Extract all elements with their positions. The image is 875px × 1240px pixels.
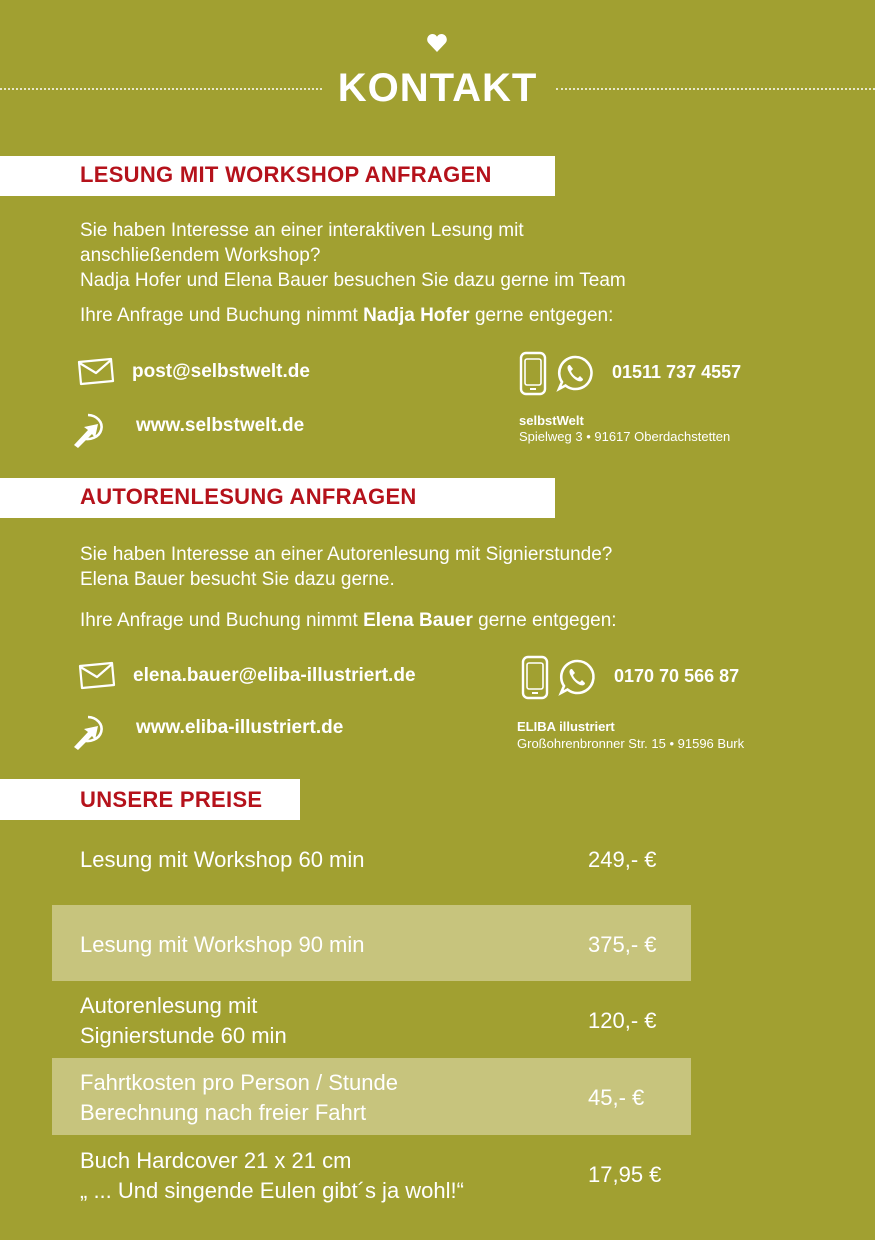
phone-number[interactable]: 01511 737 4557: [612, 362, 742, 382]
intro-line: Sie haben Interesse an einer Autorenlesung mit Signierstunde?: [80, 544, 613, 565]
company-name: ELIBA illustriert: [517, 719, 615, 734]
contact-person: Elena Bauer: [363, 610, 473, 631]
section1-booking: Ihre Anfrage und Buchung nimmt Nadja Hofer gerne entgegen:: [80, 305, 614, 326]
price-item-value: 17,95 €: [588, 1162, 662, 1187]
section-heading-prices: UNSERE PREISE: [0, 779, 300, 820]
section2-booking: Ihre Anfrage und Buchung nimmt Elena Bauer gerne entgegen:: [80, 610, 617, 631]
email-link[interactable]: elena.bauer@eliba-illustriert.de: [133, 665, 416, 686]
intro-line: anschließendem Workshop?: [80, 245, 321, 266]
section-heading-author-reading: AUTORENLESUNG ANFRAGEN: [0, 478, 555, 518]
heart-icon: [426, 32, 448, 54]
company-address: Spielweg 3 • 91617 Oberdachstetten: [519, 429, 731, 444]
intro-line: Nadja Hofer und Elena Bauer besuchen Sie dazu gerne im Team: [80, 270, 626, 291]
price-item-label: Fahrtkosten pro Person / Stunde Berechnung nach freier Fahrt: [80, 1070, 398, 1125]
envelope-icon: [76, 356, 116, 386]
price-item-value: 249,- €: [588, 847, 657, 872]
price-item-value: 120,- €: [588, 1008, 657, 1033]
whatsapp-icon: [558, 658, 596, 696]
cursor-click-icon: [72, 714, 114, 750]
intro-line: Sie haben Interesse an einer interaktiven Lesung mit: [80, 220, 524, 241]
section2-intro: [80, 542, 720, 592]
smartphone-icon: [520, 655, 552, 701]
email-link[interactable]: post@selbstwelt.de: [132, 361, 310, 382]
section1-intro: [80, 218, 720, 293]
smartphone-icon: [518, 351, 550, 397]
price-item-label: Lesung mit Workshop 90 min: [80, 932, 365, 957]
company-name: selbstWelt: [519, 413, 584, 428]
price-item-label: Buch Hardcover 21 x 21 cm „ ... Und singende Eulen gibt´s ja wohl!“: [80, 1148, 464, 1203]
section-heading-workshop: LESUNG MIT WORKSHOP ANFRAGEN: [0, 156, 555, 196]
price-item-value: 375,- €: [588, 932, 657, 957]
intro-line: Elena Bauer besucht Sie dazu gerne.: [80, 569, 395, 590]
whatsapp-icon: [556, 354, 594, 392]
page-title: KONTAKT: [337, 66, 538, 110]
contact-person: Nadja Hofer: [363, 305, 470, 326]
website-link[interactable]: www.eliba-illustriert.de: [136, 717, 344, 738]
price-item-value: 45,- €: [588, 1085, 645, 1110]
envelope-icon: [77, 660, 117, 690]
company-address: Großohrenbronner Str. 15 • 91596 Burk: [517, 736, 745, 751]
price-item-label: Autorenlesung mit Signierstunde 60 min: [80, 993, 287, 1048]
cursor-click-icon: [72, 412, 114, 448]
website-link[interactable]: www.selbstwelt.de: [136, 415, 305, 436]
phone-number[interactable]: 0170 70 566 87: [614, 666, 740, 686]
price-item-label: Lesung mit Workshop 60 min: [80, 847, 365, 872]
